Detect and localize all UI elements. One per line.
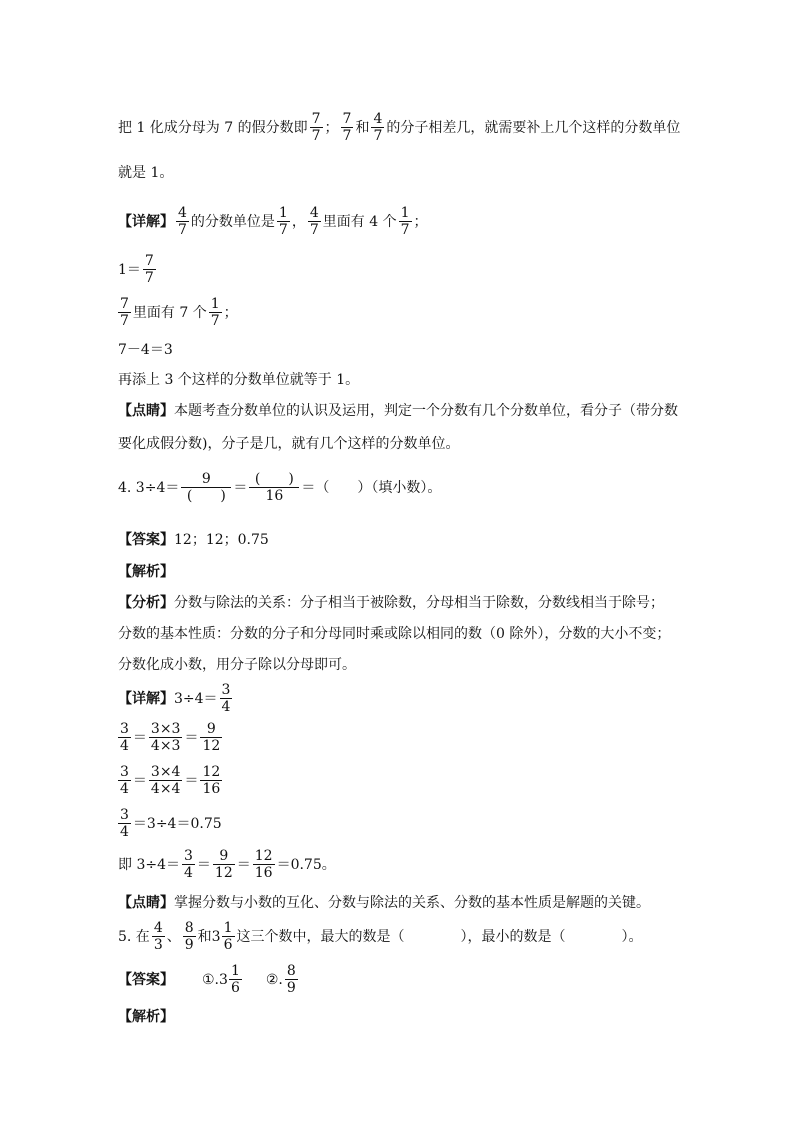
denominator-blank: ( ) <box>181 487 231 504</box>
denominator: 4×4 <box>150 781 181 798</box>
numerator: 9 <box>219 848 229 864</box>
text: 和 <box>197 929 212 946</box>
section-tag: 【详解】 <box>118 691 174 708</box>
fraction <box>200 722 222 755</box>
section-tag: 【答案】 <box>118 532 174 548</box>
detail-4-line-2 <box>118 722 224 755</box>
text: ＝ <box>233 480 248 497</box>
text: 1＝ <box>118 262 141 279</box>
numerator: 3 <box>120 807 129 823</box>
numerator: 1 <box>223 920 233 936</box>
text: 把 1 化成分母为 7 的假分数即 <box>118 120 308 137</box>
analysis-4-line-3 <box>118 658 356 672</box>
text: 12；12；0.75 <box>174 532 269 548</box>
text: 、 <box>166 929 181 946</box>
section-tag: 【解析】 <box>118 1009 174 1025</box>
numerator: 1 <box>278 205 288 221</box>
text: 5. 在 <box>118 929 150 946</box>
numerator: 8 <box>184 920 194 936</box>
explanation-line-2 <box>118 166 173 180</box>
denominator: 7 <box>400 222 410 239</box>
fraction <box>183 921 196 954</box>
text: ＝0.75。 <box>276 857 336 874</box>
denominator: 7 <box>178 222 187 239</box>
text: 要化成假分数)，分子是几，就有几个这样的分数单位。 <box>118 436 460 452</box>
denominator: 7 <box>144 270 154 287</box>
text: 再添上 3 个这样的分数单位就等于 1。 <box>118 372 360 388</box>
fraction <box>182 849 195 882</box>
denominator: 6 <box>223 937 233 954</box>
detail-line-3 <box>118 297 238 330</box>
denominator: 7 <box>342 128 352 145</box>
text: ①. <box>202 972 220 989</box>
question-4 <box>118 472 441 505</box>
detail-line-5 <box>118 373 359 387</box>
fraction <box>253 849 275 882</box>
numerator: 8 <box>286 963 296 979</box>
text: ＝ <box>132 773 147 790</box>
text: 分数化成小数，用分子除以分母即可。 <box>118 657 356 673</box>
fraction <box>200 765 222 798</box>
text: 的分子相差几，就需要补上几个这样的分数单位 <box>386 120 681 137</box>
text: 本题考查分数单位的认识及运用，判定一个分数有几个分数单位，看分子（带分数 <box>174 403 678 419</box>
denominator: 6 <box>230 980 240 997</box>
section-tag: 【详解】 <box>118 214 174 231</box>
numerator: 3 <box>184 848 193 864</box>
detail-line-1 <box>118 206 428 239</box>
detail-4-line-5 <box>118 849 336 882</box>
text: 7－4＝3 <box>118 342 173 358</box>
numerator: 1 <box>210 296 220 312</box>
numerator: 3×3 <box>150 721 181 737</box>
text: 就是 1。 <box>118 165 174 181</box>
analysis-5-heading <box>118 1010 174 1024</box>
analysis-4-heading <box>118 565 174 579</box>
fraction <box>152 921 165 954</box>
denominator: 4 <box>120 824 129 841</box>
numerator: 3×4 <box>150 764 181 780</box>
fraction <box>399 206 412 239</box>
fraction <box>118 808 131 841</box>
text: ＝（ ）（填小数）。 <box>301 480 442 497</box>
fraction <box>371 112 384 145</box>
section-tag: 【点睛】 <box>118 403 174 419</box>
section-tag: 【答案】 <box>118 972 174 989</box>
mixed-number <box>219 964 244 997</box>
text: ， <box>291 214 306 231</box>
denominator: 4 <box>120 738 129 755</box>
fraction <box>213 849 235 882</box>
remark-4 <box>118 896 650 910</box>
text: ＝ <box>184 773 199 790</box>
fraction <box>341 112 354 145</box>
text: ＝3÷4＝0.75 <box>132 816 222 833</box>
analysis-4-line-1 <box>118 596 664 610</box>
text: 分数与除法的关系：分子相当于被除数，分母相当于除数，分数线相当于除号； <box>174 595 664 611</box>
numerator: 4 <box>309 205 319 221</box>
numerator: 9 <box>201 471 211 487</box>
section-tag: 【点睛】 <box>118 895 174 911</box>
fraction <box>209 297 222 330</box>
denominator: 7 <box>210 313 220 330</box>
fraction <box>277 206 290 239</box>
fraction <box>222 921 235 954</box>
denominator: 16 <box>249 487 299 504</box>
text: 这三个数中，最大的数是（ ），最小的数是（ ）。 <box>236 929 643 946</box>
text: 4. 3÷4＝ <box>118 480 180 497</box>
remark-line-1 <box>118 404 678 418</box>
denominator: 16 <box>202 781 221 798</box>
text: 掌握分数与小数的互化、分数与除法的关系、分数的基本性质是解题的关键。 <box>174 895 650 911</box>
text: ； <box>413 214 428 231</box>
fraction <box>143 254 156 287</box>
denominator: 9 <box>286 980 296 997</box>
analysis-4-line-2 <box>118 627 670 641</box>
remark-line-2 <box>118 437 459 451</box>
section-tag: 【分析】 <box>118 595 174 611</box>
numerator: 12 <box>202 764 221 780</box>
denominator: 4 <box>184 865 193 882</box>
detail-line-2 <box>118 254 158 287</box>
denominator: 4 <box>120 781 129 798</box>
denominator: 7 <box>278 222 288 239</box>
numerator: 1 <box>400 205 410 221</box>
question-5 <box>118 921 643 954</box>
fraction <box>176 206 189 239</box>
numerator: 3 <box>120 721 129 737</box>
fraction <box>220 683 233 716</box>
fraction <box>229 964 242 997</box>
fraction <box>310 112 323 145</box>
numerator: 4 <box>178 205 187 221</box>
fraction <box>285 964 298 997</box>
fraction <box>249 472 299 505</box>
numerator: 4 <box>373 111 383 127</box>
explanation-line-1 <box>118 112 680 145</box>
denominator: 7 <box>120 313 129 330</box>
text: ＝ <box>184 730 199 747</box>
fraction <box>118 297 131 330</box>
whole-part: 3 <box>211 929 221 946</box>
detail-4-line-1 <box>118 683 234 716</box>
numerator: 7 <box>144 253 154 269</box>
numerator: 7 <box>120 296 129 312</box>
fraction <box>118 722 131 755</box>
text: ＝ <box>236 857 251 874</box>
numerator: 3 <box>221 682 231 698</box>
answer-4 <box>118 533 269 547</box>
denominator: 9 <box>184 937 194 954</box>
fraction <box>118 765 131 798</box>
text: 即 3÷4＝ <box>118 857 180 874</box>
text: 里面有 4 个 <box>322 214 397 231</box>
denominator: 16 <box>254 865 273 882</box>
denominator: 12 <box>202 738 221 755</box>
text: ； <box>324 120 339 137</box>
fraction <box>149 765 183 798</box>
numerator-blank: ( ) <box>254 471 294 487</box>
numerator: 12 <box>254 848 273 864</box>
text: 和 <box>355 120 370 137</box>
text: ②. <box>265 972 283 989</box>
detail-4-line-3 <box>118 765 224 798</box>
denominator: 4×3 <box>150 738 181 755</box>
text: ＝ <box>132 730 147 747</box>
denominator: 3 <box>153 937 163 954</box>
denominator: 4 <box>221 699 231 716</box>
detail-line-4 <box>118 343 173 357</box>
whole-part: 3 <box>219 972 228 989</box>
answer-5 <box>118 964 300 997</box>
section-tag: 【解析】 <box>118 564 174 580</box>
text: ； <box>223 305 238 322</box>
numerator: 9 <box>206 721 216 737</box>
numerator: 3 <box>120 764 129 780</box>
denominator: 7 <box>311 128 321 145</box>
mixed-number <box>212 921 237 954</box>
detail-4-line-4 <box>118 808 222 841</box>
text: ＝ <box>196 857 211 874</box>
denominator: 12 <box>214 865 233 882</box>
numerator: 4 <box>153 920 163 936</box>
denominator: 7 <box>309 222 319 239</box>
fraction <box>308 206 321 239</box>
numerator: 7 <box>311 111 321 127</box>
text: 3÷4＝ <box>174 691 218 708</box>
denominator: 7 <box>373 128 383 145</box>
numerator: 1 <box>230 963 240 979</box>
text: 的分数单位是 <box>190 214 275 231</box>
text: 里面有 7 个 <box>132 305 207 322</box>
fraction <box>149 722 183 755</box>
text: 分数的基本性质：分数的分子和分母同时乘或除以相同的数（0 除外），分数的大小不变； <box>118 626 671 642</box>
numerator: 7 <box>342 111 352 127</box>
fraction <box>181 472 231 505</box>
